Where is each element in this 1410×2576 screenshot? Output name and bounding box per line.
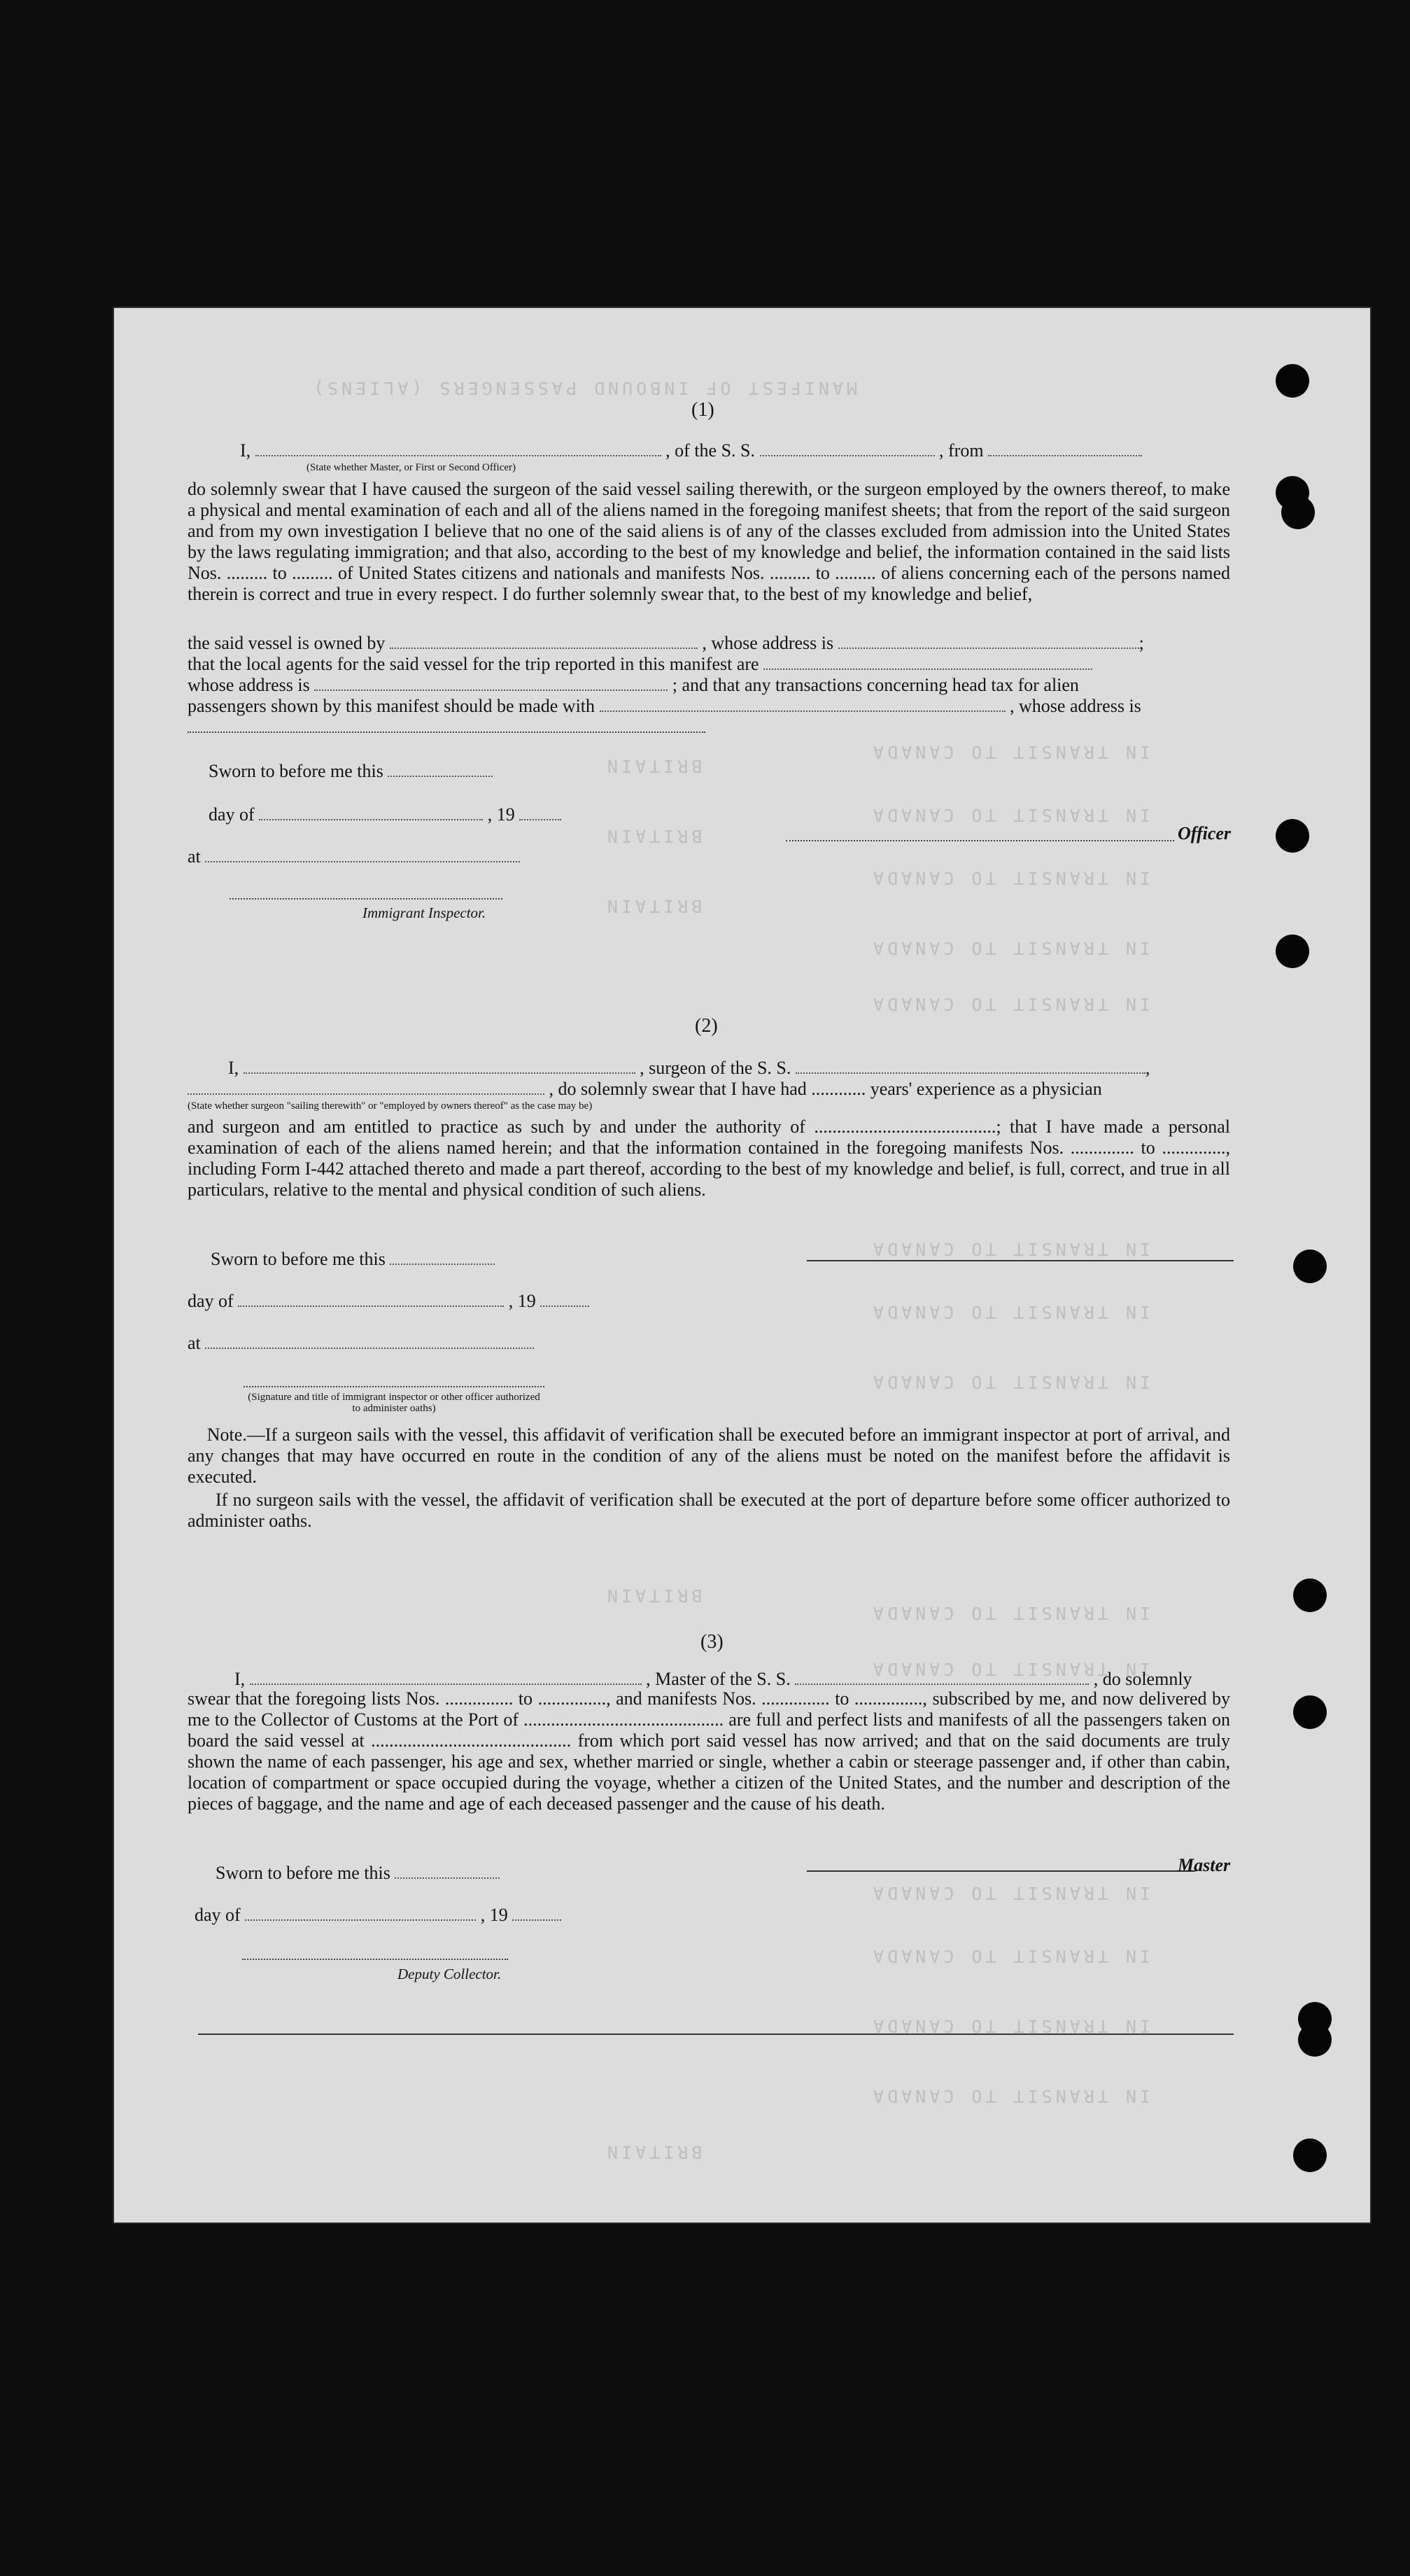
- agents-line: [188, 654, 1092, 673]
- label: at: [188, 846, 201, 867]
- surgeon-status-field[interactable]: [188, 1079, 544, 1095]
- label: Sworn to before me this: [209, 761, 383, 781]
- section-2-paragraph: and surgeon and am entitled to practice as such by and under the authority of ........................................; that I have made a personal examination of each of the aliens named herein; and that the information contained in the foregoing manifests Nos. .............. to .............., including Form I-442 attached thereto and made a part thereof, according to the best of my knowledge and belief, is full, correct, and true in all particulars, relative to the mental and physical condition of such aliens.: [188, 1116, 1230, 1200]
- sworn-day-field[interactable]: [395, 1863, 500, 1879]
- year-field[interactable]: [512, 1905, 561, 1921]
- bleed-through-text: IN TRANSIT TO CANADA: [870, 1372, 1151, 1392]
- label: ; and that any transactions concerning head tax for alien: [672, 675, 1079, 695]
- bleed-through-text: IN TRANSIT TO CANADA: [870, 1946, 1151, 1966]
- from-port-field[interactable]: [988, 441, 1142, 456]
- sworn-line: [209, 762, 493, 780]
- bleed-through-text: BRITAIN: [604, 2142, 703, 2162]
- punch-hole: [1293, 1578, 1327, 1612]
- bleed-through-text: BRITAIN: [604, 756, 703, 776]
- address-continuation-line[interactable]: [188, 732, 705, 733]
- section-1-header-line: [240, 441, 1142, 460]
- head-tax-party-field[interactable]: [600, 696, 1006, 712]
- bleed-through-text: IN TRANSIT TO CANADA: [870, 1302, 1151, 1322]
- bleed-through-text: IN TRANSIT TO CANADA: [870, 938, 1151, 958]
- ship-name-field[interactable]: [796, 1058, 1145, 1074]
- label: I,: [234, 1669, 246, 1689]
- note-label: Note.: [206, 1424, 247, 1445]
- year-field[interactable]: [540, 1292, 589, 1307]
- bleed-through-text: IN TRANSIT TO CANADA: [870, 1603, 1151, 1623]
- label: , of the S. S.: [665, 440, 756, 461]
- bleed-through-text: IN TRANSIT TO CANADA: [870, 1883, 1151, 1903]
- label: , whose address is: [1010, 696, 1141, 716]
- bleed-through-text: IN TRANSIT TO CANADA: [870, 1659, 1151, 1679]
- day-line: [188, 1292, 589, 1310]
- bleed-through-text: IN TRANSIT TO CANADA: [870, 1239, 1151, 1259]
- bleed-through-text: IN TRANSIT TO CANADA: [870, 994, 1151, 1014]
- month-field[interactable]: [238, 1292, 504, 1307]
- punch-hole: [1276, 934, 1309, 968]
- day-line: [195, 1905, 561, 1924]
- officer-signature-line[interactable]: [786, 840, 1174, 841]
- year-field[interactable]: [519, 805, 561, 820]
- bleed-through-text: BRITAIN: [604, 826, 703, 846]
- label: , 19: [508, 1291, 536, 1311]
- punch-hole: [1293, 2138, 1327, 2172]
- section-3-paragraph: swear that the foregoing lists Nos. ............... to ..............., and manifests Nos. ............... to ..............., subscribed by me, and now delivered by me to the Collector of Customs at the Port of ............................................ are full and perfect lists and manifests of all the passengers taken on board the said vessel at ............................................ from which port said vessel has now arrived; and that on the said documents are truly shown the name of each passenger, his age and sex, whether married or single, whether a cabin or steerage passenger and, if other than cabin, location of compartment or space occupied during the voyage, whether a citizen of the United States, and the number and description of the pieces of baggage, and the name and age of each deceased passenger and the cause of his death.: [188, 1688, 1230, 1814]
- label: , 19: [480, 1905, 508, 1925]
- punch-hole: [1293, 1695, 1327, 1729]
- inspector-signature-line[interactable]: [230, 898, 502, 899]
- section-2-note-paragraph-2: If no surgeon sails with the vessel, the affidavit of verification shall be executed at the port of departure before some officer authorized to administer oaths.: [188, 1490, 1230, 1531]
- section-2-header-line: I, , surgeon of the S. S. ,: [228, 1058, 1150, 1078]
- bleed-through-text: MANIFEST OF INBOUND PASSENGERS (ALIENS): [310, 378, 857, 398]
- label: , do solemnly swear that I have had ............ years' experience as a physician: [549, 1079, 1102, 1099]
- label: day of: [195, 1905, 241, 1925]
- label: , from: [939, 440, 984, 461]
- at-line: [188, 1334, 534, 1352]
- punch-hole: [1276, 364, 1309, 398]
- section-1-paragraph: do solemnly swear that I have caused the surgeon of the said vessel sailing therewith, or the surgeon employed by the owners thereof, to make a physical and mental examination of each and all of the aliens named in the foregoing manifest sheets; that from the report of the said surgeon and from my own investigation I believe that no one of the said aliens is of any of the classes excluded from admission into the United States by the laws regulating immigration; and that also, according to the best of my knowledge and belief, the information contained in the said lists Nos. ......... to ......... of United States citizens and nationals and manifests Nos. ......... to ......... of aliens concerning each of the persons named therein is correct and true in every respect. I do further solemnly swear that, to the best of my knowledge and belief,: [188, 479, 1230, 604]
- agents-address-line: [188, 676, 1079, 694]
- sworn-day-field[interactable]: [390, 1250, 495, 1265]
- immigrant-inspector-label: Immigrant Inspector.: [362, 904, 486, 921]
- surgeon-field[interactable]: [244, 1058, 635, 1074]
- label: I,: [228, 1058, 239, 1078]
- surgeon-signature-line[interactable]: [807, 1260, 1234, 1261]
- label: whose address is: [188, 675, 310, 695]
- bleed-through-text: IN TRANSIT TO CANADA: [870, 742, 1151, 762]
- section-3-number: (3): [700, 1631, 724, 1653]
- owner-address-field[interactable]: [838, 634, 1139, 649]
- label: Sworn to before me this: [216, 1863, 390, 1883]
- at-line: [188, 847, 520, 866]
- section-2-experience-line: [188, 1079, 1102, 1098]
- month-field[interactable]: [259, 805, 483, 820]
- manifest-page: [114, 308, 1370, 2222]
- owned-by-line: the said vessel is owned by , whose address is ;: [188, 633, 1144, 653]
- section-1-number: (1): [691, 399, 714, 421]
- bleed-through-text: IN TRANSIT TO CANADA: [870, 805, 1151, 825]
- bleed-through-text: BRITAIN: [604, 896, 703, 916]
- section-2-note-paragraph: [188, 1424, 1230, 1488]
- label: that the local agents for the said vessel for the trip reported in this manifest are: [188, 654, 759, 674]
- signature-note: (Signature and title of immigrant inspector or other officer authorized to administer oaths): [248, 1392, 540, 1414]
- label: , Master of the S. S.: [646, 1669, 791, 1689]
- agents-address-field[interactable]: [314, 676, 668, 691]
- sworn-day-field[interactable]: [388, 762, 493, 777]
- bleed-through-text: IN TRANSIT TO CANADA: [870, 2086, 1151, 2106]
- collector-signature-line[interactable]: [242, 1959, 508, 1960]
- label: , do solemnly: [1093, 1669, 1192, 1689]
- master-signature-line[interactable]: [807, 1870, 1195, 1872]
- label: day of: [209, 804, 255, 825]
- section-2-number: (2): [695, 1015, 718, 1037]
- owner-field[interactable]: [390, 634, 698, 649]
- day-line: [209, 805, 561, 824]
- bleed-through-text: IN TRANSIT TO CANADA: [870, 868, 1151, 888]
- punch-hole: [1293, 1250, 1327, 1283]
- punch-hole: [1281, 496, 1315, 529]
- section-3-header-line: [234, 1670, 1192, 1688]
- head-tax-line: [188, 696, 1141, 715]
- officer-label: Officer: [1178, 823, 1232, 844]
- note-text: —If a surgeon sails with the vessel, this affidavit of verification shall be executed before an immigrant inspector at port of arrival, and any changes that may have occurred en route in the condition of any of the aliens must be noted on the manifest before the affidavit is executed.: [188, 1424, 1230, 1487]
- label: , whose address is: [702, 633, 834, 653]
- bleed-through-text: BRITAIN: [604, 1586, 703, 1606]
- location-field[interactable]: [205, 1334, 534, 1349]
- section-1-note: (State whether Master, or First or Second Officer): [306, 462, 516, 473]
- label: Sworn to before me this: [211, 1249, 386, 1269]
- label: , surgeon of the S. S.: [640, 1058, 791, 1078]
- sworn-line: [216, 1863, 500, 1882]
- footer-rule: [198, 2033, 1234, 2035]
- month-field[interactable]: [245, 1905, 476, 1921]
- label: passengers shown by this manifest should be made with: [188, 696, 595, 716]
- master-label: Master: [1178, 1855, 1231, 1875]
- punch-hole: [1298, 2023, 1332, 2057]
- master-field[interactable]: [255, 441, 661, 456]
- officer-signature-line[interactable]: [244, 1386, 544, 1387]
- label: at: [188, 1333, 201, 1353]
- ship-name-field[interactable]: [795, 1670, 1089, 1685]
- section-2-note: (State whether surgeon "sailing therewith" or "employed by owners thereof" as the case may be): [188, 1100, 593, 1112]
- master-name-field[interactable]: [250, 1670, 642, 1685]
- deputy-collector-label: Deputy Collector.: [397, 1966, 502, 1982]
- label: I,: [240, 440, 251, 461]
- agents-field[interactable]: [763, 654, 1092, 670]
- punch-hole: [1276, 819, 1309, 853]
- bleed-through-text: IN TRANSIT TO CANADA: [870, 2016, 1151, 2036]
- sworn-line: [211, 1250, 495, 1268]
- ship-name-field[interactable]: [760, 441, 935, 456]
- location-field[interactable]: [205, 847, 520, 862]
- label: , 19: [487, 804, 515, 825]
- label: the said vessel is owned by: [188, 633, 386, 653]
- label: day of: [188, 1291, 234, 1311]
